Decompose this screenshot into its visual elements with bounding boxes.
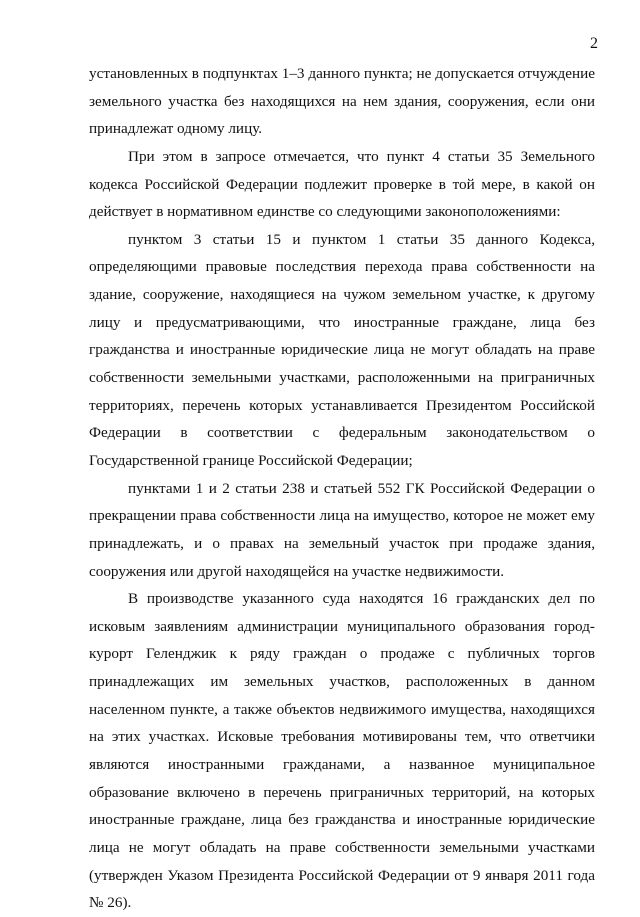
text-line: на этих участках. Исковые требования мотивированы тем, что ответчики: [89, 728, 595, 746]
text-line: курорт Геленджик к ряду граждан о продаже с публичных торгов: [89, 645, 595, 663]
text-line: образование включено в перечень приграничных территорий, на которых: [89, 783, 595, 801]
paragraph: [89, 475, 595, 586]
text-line: являются иностранными гражданами, а названное муниципальное: [89, 756, 595, 774]
text-line: определяющими правовые последствия перехода права собственности на: [89, 258, 595, 276]
text-line: действует в нормативном единстве со следующими законоположениями:: [89, 203, 561, 221]
paragraph: [89, 143, 595, 226]
text-line: иностранные граждане, лица без гражданства и иностранные юридические: [89, 811, 595, 829]
paragraph: [89, 226, 595, 475]
text-line: прекращении права собственности лица на имущество, которое не может ему: [89, 507, 595, 525]
text-line: Государственной границе Российской Федерации;: [89, 451, 413, 469]
text-line: территориях, перечень которых устанавливается Президентом Российской: [89, 396, 595, 414]
text-line: № 26).: [89, 894, 132, 912]
text-line: сооружения или другой находящейся на участке недвижимости.: [89, 562, 505, 580]
text-line: земельного участка без находящихся на нем здания, сооружения, если они: [89, 92, 595, 110]
text-line: собственности земельными участками, расположенными на приграничных: [89, 369, 595, 387]
text-line: В производстве указанного суда находятся 16 гражданских дел по: [128, 590, 595, 608]
text-line: принадлежат одному лицу.: [89, 120, 263, 138]
text-line: Федерации в соответствии с федеральным законодательством о: [89, 424, 595, 442]
text-line: принадлежащих им земельных участков, расположенных в данном: [89, 673, 595, 691]
paragraph: [89, 585, 595, 917]
text-line: установленных в подпунктах 1–3 данного пункта; не допускается отчуждение: [89, 65, 595, 82]
text-line: лицу и предусматривающими, что иностранные граждане, лица без: [89, 313, 595, 331]
text-line: исковым заявлениям администрации муниципального образования город-: [89, 617, 595, 635]
text-line: здание, сооружение, находящиеся на чужом земельном участке, к другому: [89, 286, 595, 304]
text-line: кодекса Российской Федерации подлежит проверке в той мере, в какой он: [89, 175, 595, 193]
document-body: [89, 60, 595, 917]
text-line: принадлежать, и о правах на земельный участок при продаже здания,: [89, 534, 595, 552]
text-line: пунктом 3 статьи 15 и пунктом 1 статьи 35 данного Кодекса,: [128, 230, 595, 248]
text-line: населенном пункте, а также объектов недвижимого имущества, находящихся: [89, 700, 595, 718]
page-number: 2: [590, 35, 598, 52]
text-line: пунктами 1 и 2 статьи 238 и статьей 552 ГК Российской Федерации о: [128, 479, 595, 497]
text-line: гражданства и иностранные юридические лица не могут обладать на праве: [89, 341, 595, 359]
text-line: лица не могут обладать на праве собственности земельными участками: [89, 838, 595, 856]
text-line: (утвержден Указом Президента Российской Федерации от 9 января 2011 года: [89, 866, 595, 884]
text-line: При этом в запросе отмечается, что пункт 4 статьи 35 Земельного: [128, 147, 595, 165]
paragraph: [89, 60, 595, 143]
